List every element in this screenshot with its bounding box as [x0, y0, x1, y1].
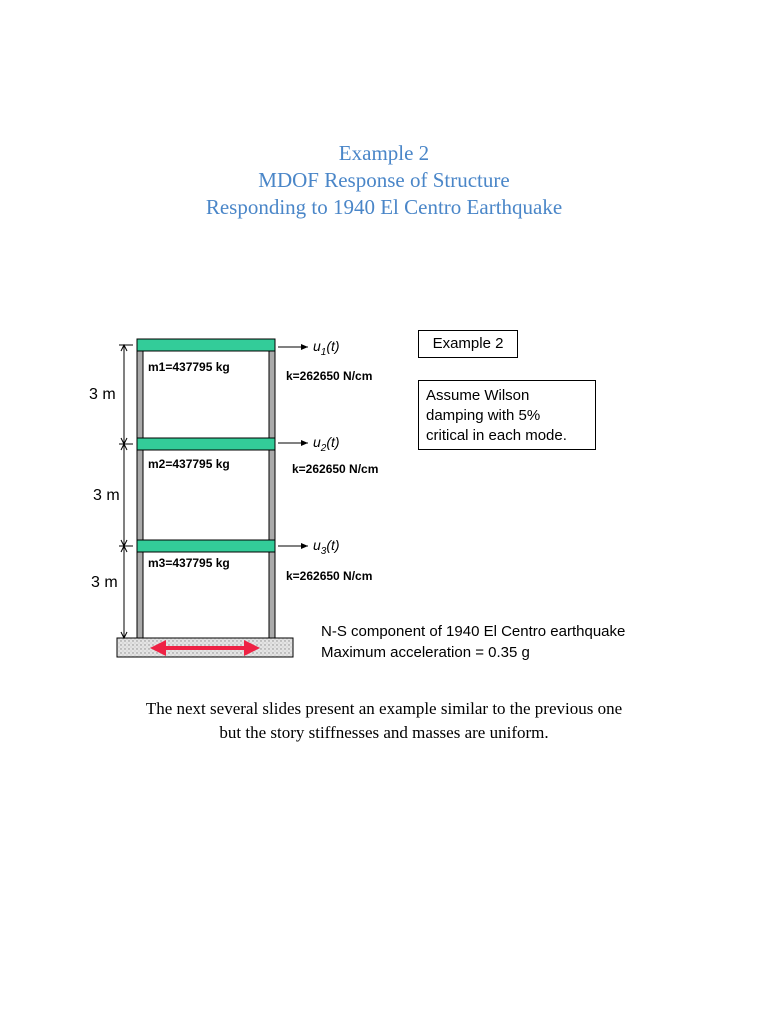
caption-line-1: The next several slides present an example similar to the previous one [145, 699, 623, 718]
height-label-3: 3 m [91, 574, 118, 591]
displacement-label-2: $u_2(t)$ [313, 434, 340, 454]
floor-slab-3 [137, 540, 275, 552]
displacement-label-1: $u_1(t)$ [313, 338, 340, 358]
damping-line-2: damping with 5% [426, 407, 541, 424]
dimension-lines [119, 345, 133, 638]
columns [137, 350, 275, 638]
title-line-1: Example 2 [338, 141, 430, 165]
damping-box [418, 380, 596, 450]
example-box [418, 330, 518, 358]
damping-line-1: Assume Wilson [426, 387, 530, 404]
mass-label-2: m2=437795 kg [148, 457, 230, 471]
stiffness-label-3: k=262650 N/cm [286, 569, 373, 583]
earthquake-note-line-1: N-S component of 1940 El Centro earthquake [321, 623, 626, 640]
stiffness-label-1: k=262650 N/cm [286, 369, 373, 383]
caption-line-2: but the story stiffnesses and masses are uniform. [219, 723, 549, 742]
mass-label-1: m1=437795 kg [148, 360, 230, 374]
height-label-2: 3 m [93, 487, 120, 504]
earthquake-note-line-2: Maximum acceleration = 0.35 g [321, 644, 530, 661]
height-label-1: 3 m [89, 386, 116, 403]
floor-slab-2 [137, 438, 275, 450]
example-box-label: Example 2 [432, 335, 504, 352]
mass-label-3: m3=437795 kg [148, 556, 230, 570]
floor-slab-1 [137, 339, 275, 351]
displacement-label-3: $u_3(t)$ [313, 537, 340, 557]
damping-line-3: critical in each mode. [426, 427, 567, 444]
title-line-3: Responding to 1940 El Centro Earthquake [205, 195, 563, 219]
title-line-2: MDOF Response of Structure [258, 168, 510, 192]
stiffness-label-2: k=262650 N/cm [292, 462, 379, 476]
